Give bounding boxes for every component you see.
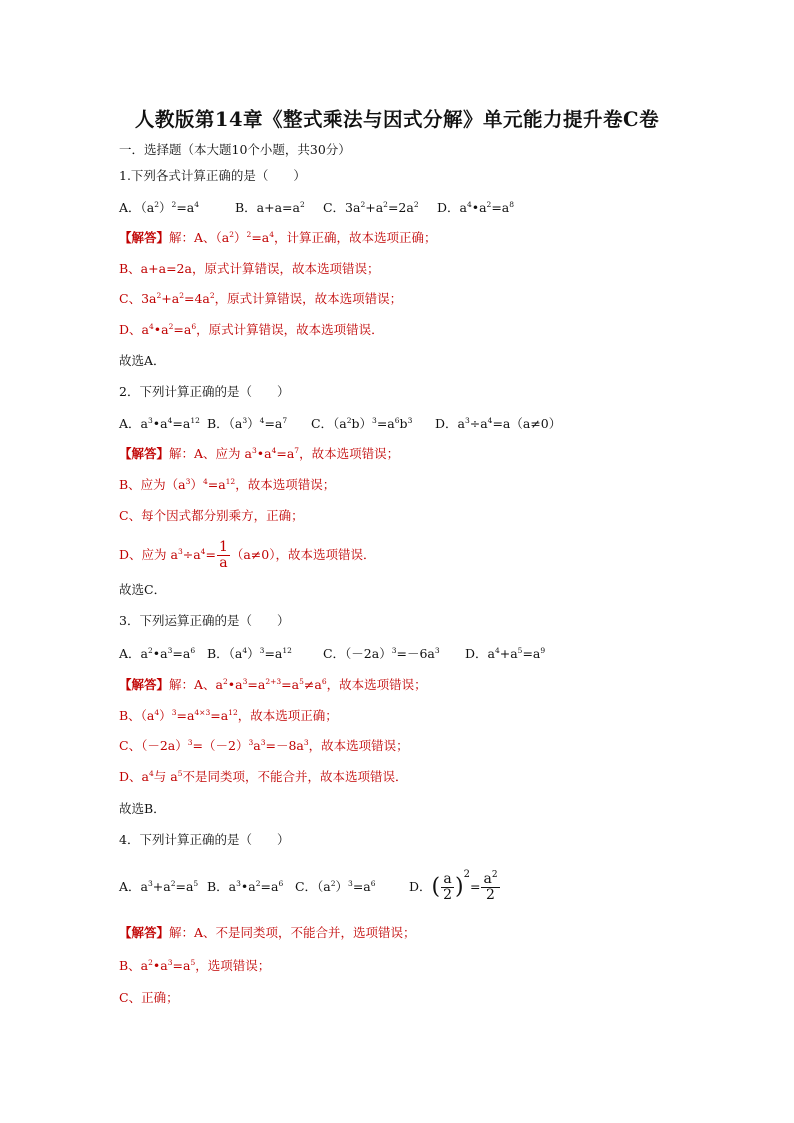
q3-solution-3: C、$(-2a)^3=(-2)^3a^3=-8a^3$，故本选项错误； xyxy=(119,738,409,753)
fraction: $\frac{1}{a}$ xyxy=(218,539,228,571)
q1-solution-1: 【解答】解：A、$(a^2)^2=a^4$，计算正确，故本选项正确； xyxy=(119,230,437,245)
answer-tag: 【解答】 xyxy=(119,925,170,940)
fraction: $\frac{a}{2}$ xyxy=(443,871,452,903)
q1-option-d: D．$a^4•a^2=a^8$ xyxy=(436,200,515,215)
q3-solution-2: B、$(a^4)^3=a^{4\times 3}=a^{12}$，故本选项正确； xyxy=(119,708,338,723)
q1-option-b: B．$a+a=a^2$ xyxy=(234,200,305,215)
q1-option-a: A．$(a^2)^2=a^4$ xyxy=(119,200,200,215)
answer-tag: 【解答】 xyxy=(119,446,170,461)
section-header: 一．选择题（本大题10个小题，共30分） xyxy=(119,142,351,157)
page-title: 人教版第14章《整式乘法与因式分解》单元能力提升卷C卷 xyxy=(134,108,660,131)
q4-solution-1: 【解答】解：A、不是同类项，不能合并，选项错误； xyxy=(119,925,416,940)
q2-options xyxy=(119,416,561,432)
q4-solution-2: B、$a^2•a^3=a^5$，选项错误； xyxy=(119,958,271,973)
q3-option-d: D．$a^4+a^5=a^9$ xyxy=(464,646,546,661)
q2-solution-4: D、应为 $a^3\div a^4=$ $\frac{1}{a}$ （a≠0），故本选项错误． xyxy=(119,539,376,571)
q3-options xyxy=(119,646,545,662)
q4-option-d: D．( $\frac{a}{2}$ )$^2$= $\frac{a^2}{2}$ xyxy=(408,869,498,903)
q2-stem: 2．下列计算正确的是（ ） xyxy=(119,384,290,399)
q4-option-a: A．$a^3+a^2=a^5$ xyxy=(119,879,199,894)
q4-stem: 4．下列计算正确的是（ ） xyxy=(119,832,290,847)
answer-tag: 【解答】 xyxy=(119,230,170,245)
q3-stem: 3．下列运算正确的是（ ） xyxy=(119,613,290,628)
q4-option-c: C．$(a^2)^3=a^6$ xyxy=(294,879,376,894)
q3-solution-1: 【解答】解：A、$a^2•a^3=a^{2+3}=a^5\ne a^6$，故本选项错误； xyxy=(119,677,427,692)
q3-option-c: C．$(-2a)^3=-6a^3$ xyxy=(322,646,440,661)
q1-solution-2: B、a+a=2a，原式计算错误，故本选项错误； xyxy=(119,261,380,276)
q2-answer: 故选C． xyxy=(119,582,167,597)
q2-option-c: C．$(a^2b)^3=a^6b^3$ xyxy=(310,416,413,431)
q3-solution-4: D、$a^4$与 $a^5$不是同类项，不能合并，故本选项错误． xyxy=(119,769,408,784)
q3-option-b: B．$(a^4)^3=a^{12}$ xyxy=(206,646,292,661)
q2-solution-3: C、每个因式都分别乘方，正确； xyxy=(119,508,304,523)
q2-solution-2: B、应为$(a^3)^4=a^{12}$，故本选项错误； xyxy=(119,477,336,492)
q1-option-c: C．$3a^2+a^2=2a^2$ xyxy=(322,200,419,215)
q2-solution-1: 【解答】解：A、应为 $a^3•a^4=a^7$，故本选项错误； xyxy=(119,446,400,461)
answer-tag: 【解答】 xyxy=(119,677,170,692)
q4-option-b: B．$a^3•a^2=a^6$ xyxy=(206,879,284,894)
q4-options xyxy=(119,869,501,903)
q2-option-b: B．$(a^3)^4=a^7$ xyxy=(206,416,288,431)
q1-stem: 1.下列各式计算正确的是（ ） xyxy=(119,168,306,183)
q1-answer: 故选A． xyxy=(119,353,166,368)
q1-solution-4: D、$a^4•a^2=a^6$，原式计算错误，故本选项错误． xyxy=(119,322,384,337)
q3-option-a: A．$a^2•a^3=a^6$ xyxy=(119,646,196,661)
fraction: $\frac{a^2}{2}$ xyxy=(483,870,498,903)
q2-option-d: D．$a^3\div a^4=a(a\ne 0)$ xyxy=(434,416,562,431)
q3-answer: 故选B． xyxy=(119,801,166,816)
q1-solution-3: C、$3a^2+a^2=4a^2$，原式计算错误，故本选项错误； xyxy=(119,291,403,306)
q1-options xyxy=(119,200,514,216)
q2-option-a: A．$a^3•a^4=a^{12}$ xyxy=(119,416,200,431)
q4-solution-3: C、正确； xyxy=(119,990,179,1005)
